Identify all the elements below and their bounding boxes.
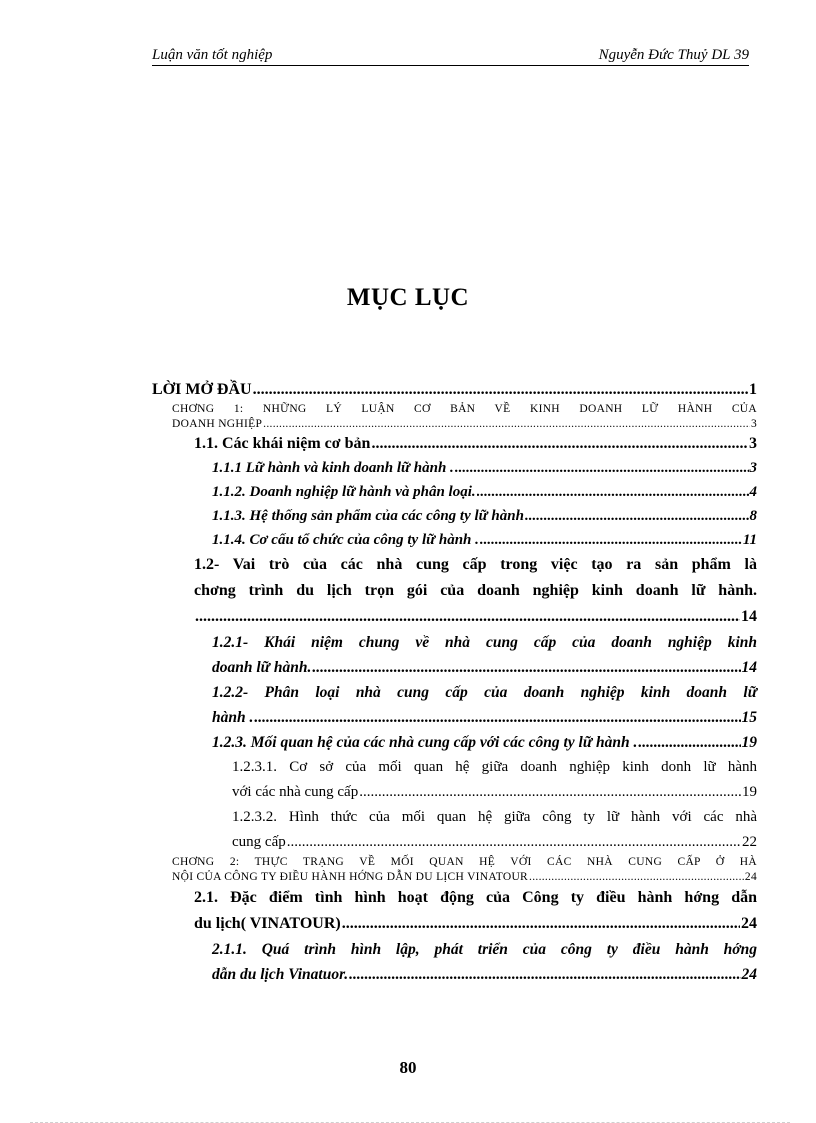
toc-entry-2-1-1: [212, 937, 757, 987]
toc-entry-text-cont: hành .: [212, 709, 254, 726]
toc-entry-text: 1.1. Các khái niệm cơ bản: [194, 435, 371, 452]
toc-entry-text-cont: DOANH NGHIỆP: [172, 418, 263, 430]
toc-entry-text: LỜI MỞ ĐẦU: [152, 381, 252, 398]
toc-entry-text: 1.2- Vai trò của các nhà cung cấp trong việc tạo ra sản phẩm là: [194, 556, 757, 573]
toc-page: 11: [742, 532, 757, 548]
toc-entry-text: 1.2.2- Phân loại nhà cung cấp của doanh nghiệp kinh doanh lữ: [212, 684, 757, 701]
toc-page: 24: [741, 915, 757, 932]
toc-entry-text: 1.2.3.2. Hình thức của mối quan hệ giữa công ty lữ hành với các nhà: [232, 809, 757, 825]
toc-page: 22: [742, 834, 757, 850]
toc-entry-text-cont: cung cấp: [232, 834, 286, 850]
toc-page: 14: [741, 659, 757, 676]
toc-entry-2-1: [194, 885, 757, 937]
toc-page: 3: [750, 418, 757, 430]
toc-entry-1-1-4: [212, 528, 757, 552]
toc-entry-1-1-2: [212, 480, 757, 504]
toc-entry-1-1-1: [212, 456, 757, 480]
page-title: MỤC LỤC: [346, 284, 470, 311]
toc-page: 19: [741, 734, 757, 751]
table-of-contents: [152, 378, 757, 987]
toc-page: 24: [744, 871, 757, 883]
toc-entry-text: 1.1.4. Cơ cấu tổ chức của công ty lữ hành .: [212, 532, 479, 548]
toc-entry-text-cont: với các nhà cung cấp: [232, 784, 359, 800]
toc-page: 15: [741, 709, 757, 726]
toc-entry-text-cont: NỘI CỦA CÔNG TY ĐIỀU HÀNH HỚNG DẪN DU LỊCH VINATOUR: [172, 871, 529, 883]
toc-entry-1-2-3: [212, 730, 757, 755]
toc-entry-text: 2.1.1. Quá trình hình lập, phát triển của công ty điều hành hớng: [212, 941, 757, 958]
toc-page: 1: [749, 381, 757, 398]
toc-entry-text: CHƠNG 1: NHỮNG LÝ LUẬN CƠ BẢN VỀ KINH DOANH LỮ HÀNH CỦA: [172, 403, 757, 415]
toc-entry-1-1: [194, 432, 757, 456]
header-right: Nguyễn Đức Thuỷ DL 39: [598, 47, 749, 63]
toc-page: 3: [749, 460, 757, 476]
toc-page: 8: [749, 508, 757, 524]
running-header: [152, 47, 749, 66]
toc-entry-chapter-2: [172, 855, 757, 885]
toc-entry-1-2-3-2: [232, 805, 757, 855]
toc-page: 4: [749, 484, 757, 500]
toc-entry-text: 1.2.3.1. Cơ sở của mối quan hệ giữa doanh nghiệp kinh donh lữ hành: [232, 759, 757, 775]
toc-entry-text: 2.1. Đặc điểm tình hình hoạt động của Công ty điều hành hớng dẫn: [194, 889, 757, 906]
toc-page: 24: [741, 966, 757, 983]
toc-entry-1-2-3-1: [232, 755, 757, 805]
toc-entry-text: 1.2.1- Khái niệm chung về nhà cung cấp của doanh nghiệp kinh: [212, 634, 757, 651]
toc-entry-text-cont: du lịch( VINATOUR): [194, 915, 341, 932]
toc-page: 3: [749, 435, 757, 452]
header-left: Luận văn tốt nghiệp: [152, 47, 273, 63]
toc-entry-text-cont: chơng trình du lịch trọn gói của doanh nghiệp kinh doanh lữ hành.: [194, 582, 757, 599]
toc-page: 14: [741, 608, 757, 625]
toc-entry-text: 1.1.3. Hệ thống sản phẩm của các công ty lữ hành: [212, 508, 524, 524]
toc-entry-text: 1.2.3. Mối quan hệ của các nhà cung cấp với các công ty lữ hành .: [212, 734, 638, 751]
toc-entry-intro: [152, 378, 757, 402]
toc-entry-1-2-2: [212, 680, 757, 730]
toc-entry-chapter-1: [172, 402, 757, 432]
toc-entry-text: CHƠNG 2: THỰC TRẠNG VỀ MỐI QUAN HỆ VỚI CÁC NHÀ CUNG CẤP Ở HÀ: [172, 856, 757, 868]
toc-page: 19: [742, 784, 757, 800]
toc-entry-text-cont: doanh lữ hành.: [212, 659, 312, 676]
toc-entry-1-1-3: [212, 504, 757, 528]
toc-entry-text: 1.1.2. Doanh nghiệp lữ hành và phân loại.: [212, 484, 476, 500]
toc-entry-1-2: [194, 552, 757, 630]
toc-entry-text-cont: dẫn du lịch Vinatuor.: [212, 966, 349, 983]
toc-entry-text: 1.1.1 Lữ hành và kinh doanh lữ hành .: [212, 460, 454, 476]
page-number: 80: [399, 1058, 417, 1077]
toc-entry-1-2-1: [212, 630, 757, 680]
